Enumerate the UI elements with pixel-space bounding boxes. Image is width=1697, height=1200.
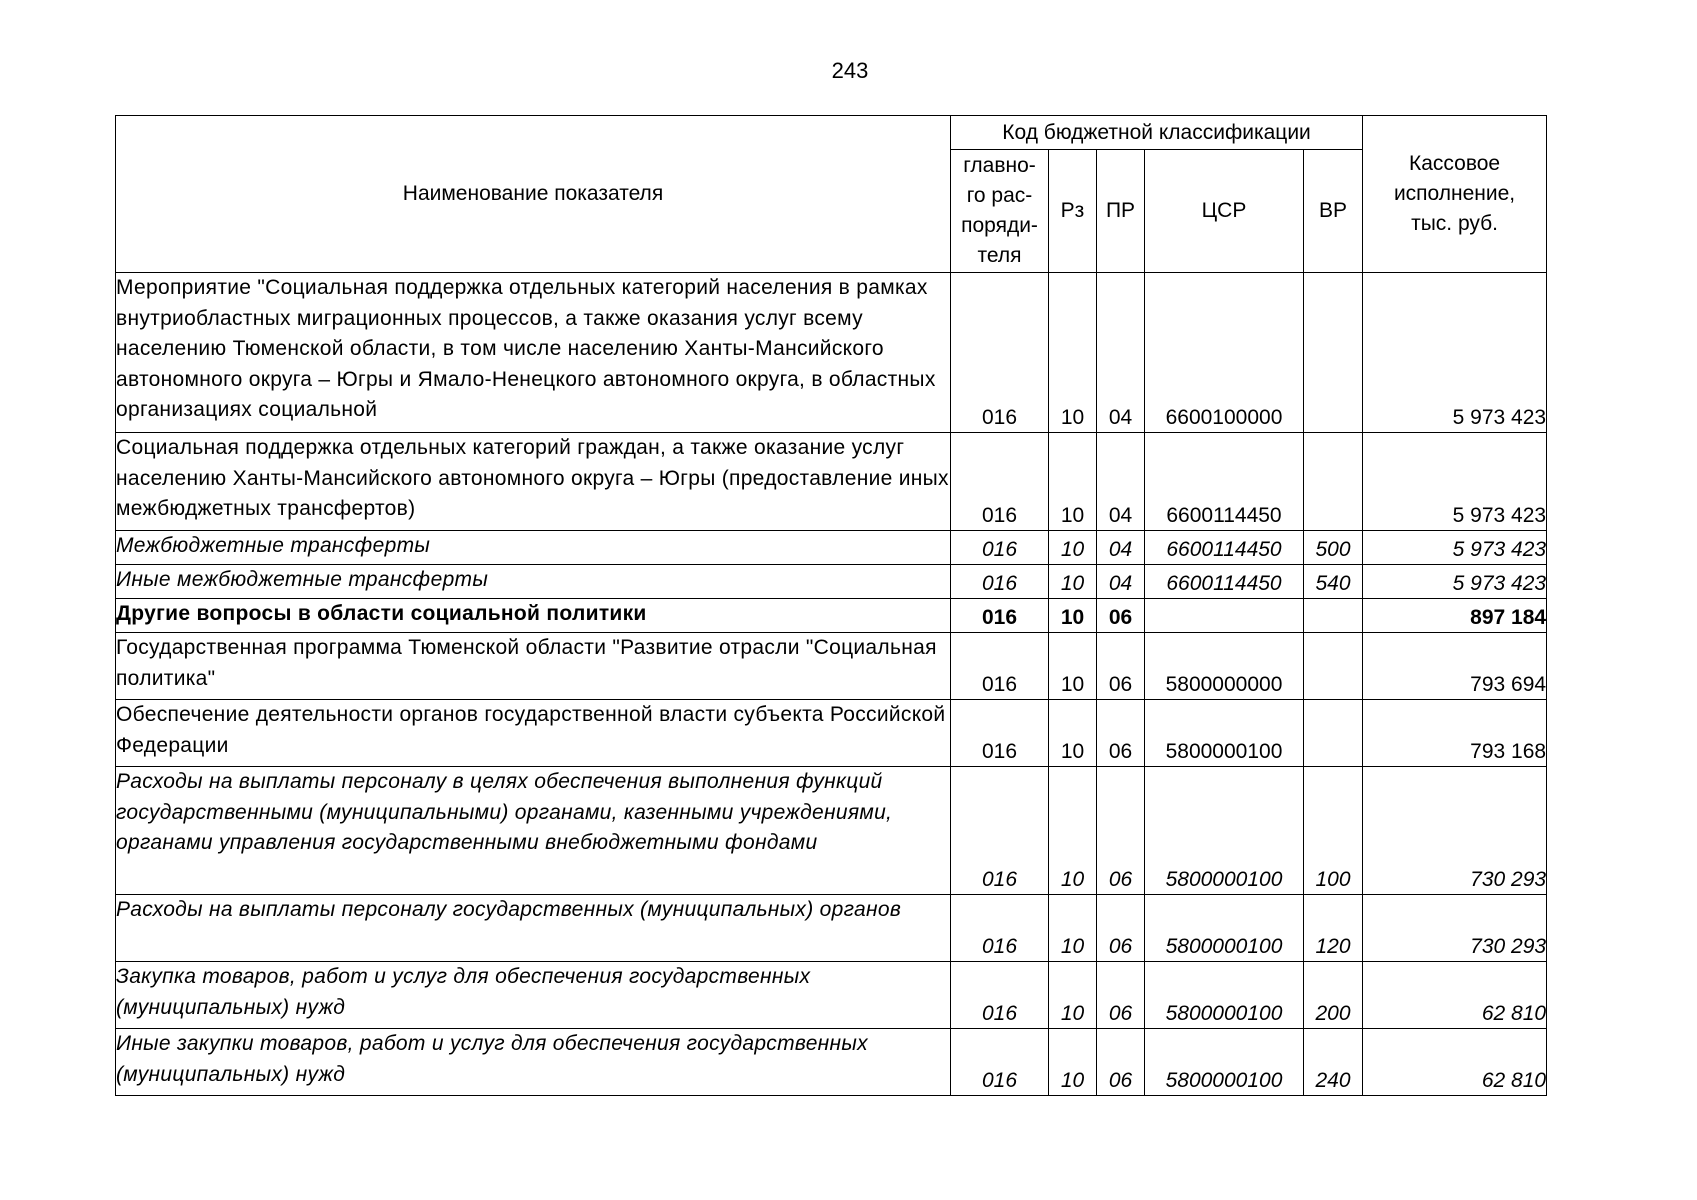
row-vr xyxy=(1304,633,1363,700)
row-gr: 016 xyxy=(951,273,1049,433)
row-vr: 540 xyxy=(1304,565,1363,599)
row-pr: 06 xyxy=(1097,767,1145,895)
table-row xyxy=(116,599,1547,633)
row-rz: 10 xyxy=(1049,895,1097,962)
row-vr xyxy=(1304,700,1363,767)
row-pr: 06 xyxy=(1097,700,1145,767)
header-chief-manager: главно- го рас- поряди- теля xyxy=(951,150,1049,273)
row-csr: 5800000100 xyxy=(1145,962,1304,1029)
table-row xyxy=(116,895,1547,962)
row-gr: 016 xyxy=(951,700,1049,767)
row-gr: 016 xyxy=(951,767,1049,895)
table-row xyxy=(116,700,1547,767)
row-sum: 5 973 423 xyxy=(1363,433,1547,531)
table-row xyxy=(116,633,1547,700)
row-rz: 10 xyxy=(1049,962,1097,1029)
row-pr: 06 xyxy=(1097,895,1145,962)
row-sum: 5 973 423 xyxy=(1363,273,1547,433)
header-rz: Рз xyxy=(1049,150,1097,273)
row-pr: 04 xyxy=(1097,273,1145,433)
row-name: Другие вопросы в области социальной политики xyxy=(116,599,951,633)
row-name: Мероприятие "Социальная поддержка отдельных категорий населения в рамках внутриобластных миграционных процессов, а также оказания услуг всему населению Тюменской области, в том числе населению Ханты-Мансийского автономного округа – Югры и Ямало-Ненецкого автономного округа, в областных организациях социальной xyxy=(116,273,951,433)
table-row xyxy=(116,531,1547,565)
row-csr: 6600114450 xyxy=(1145,565,1304,599)
table-row xyxy=(116,273,1547,433)
row-sum: 5 973 423 xyxy=(1363,565,1547,599)
header-cash-execution: Кассовое исполнение, тыс. руб. xyxy=(1363,116,1547,273)
row-pr: 06 xyxy=(1097,633,1145,700)
row-csr: 5800000000 xyxy=(1145,633,1304,700)
row-name: Закупка товаров, работ и услуг для обеспечения государственных (муниципальных) нужд xyxy=(116,962,951,1029)
row-sum: 730 293 xyxy=(1363,767,1547,895)
row-name: Расходы на выплаты персоналу в целях обеспечения выполнения функций государственными (муниципальными) органами, казенными учреждениями, органами управления государственными внебюджетными фондами xyxy=(116,767,951,895)
row-vr: 100 xyxy=(1304,767,1363,895)
row-gr: 016 xyxy=(951,433,1049,531)
row-sum: 62 810 xyxy=(1363,962,1547,1029)
row-vr xyxy=(1304,273,1363,433)
header-budget-classification-code: Код бюджетной классификации xyxy=(951,116,1363,150)
row-csr xyxy=(1145,599,1304,633)
row-vr: 200 xyxy=(1304,962,1363,1029)
row-csr: 6600114450 xyxy=(1145,433,1304,531)
row-rz: 10 xyxy=(1049,700,1097,767)
table-row xyxy=(116,565,1547,599)
row-pr: 06 xyxy=(1097,962,1145,1029)
header-pr: ПР xyxy=(1097,150,1145,273)
row-gr: 016 xyxy=(951,599,1049,633)
row-vr: 240 xyxy=(1304,1029,1363,1096)
row-csr: 5800000100 xyxy=(1145,700,1304,767)
row-rz: 10 xyxy=(1049,433,1097,531)
row-pr: 06 xyxy=(1097,1029,1145,1096)
row-sum: 62 810 xyxy=(1363,1029,1547,1096)
row-rz: 10 xyxy=(1049,1029,1097,1096)
row-name: Государственная программа Тюменской области "Развитие отрасли "Социальная политика" xyxy=(116,633,951,700)
table-row xyxy=(116,767,1547,895)
row-csr: 5800000100 xyxy=(1145,895,1304,962)
row-gr: 016 xyxy=(951,565,1049,599)
page-number: 243 xyxy=(831,58,869,83)
row-name: Расходы на выплаты персоналу государственных (муниципальных) органов xyxy=(116,895,951,962)
row-gr: 016 xyxy=(951,633,1049,700)
row-sum: 5 973 423 xyxy=(1363,531,1547,565)
row-name: Иные межбюджетные трансферты xyxy=(116,565,951,599)
row-csr: 5800000100 xyxy=(1145,767,1304,895)
row-sum: 793 694 xyxy=(1363,633,1547,700)
row-csr: 6600114450 xyxy=(1145,531,1304,565)
budget-execution-table xyxy=(115,115,1547,1096)
row-sum: 793 168 xyxy=(1363,700,1547,767)
row-rz: 10 xyxy=(1049,565,1097,599)
row-csr: 6600100000 xyxy=(1145,273,1304,433)
row-gr: 016 xyxy=(951,531,1049,565)
row-pr: 04 xyxy=(1097,531,1145,565)
row-name: Иные закупки товаров, работ и услуг для обеспечения государственных (муниципальных) нужд xyxy=(116,1029,951,1096)
table-row xyxy=(116,962,1547,1029)
row-pr: 06 xyxy=(1097,599,1145,633)
row-vr xyxy=(1304,599,1363,633)
row-vr xyxy=(1304,433,1363,531)
row-sum: 897 184 xyxy=(1363,599,1547,633)
row-vr: 500 xyxy=(1304,531,1363,565)
row-rz: 10 xyxy=(1049,273,1097,433)
header-indicator-name: Наименование показателя xyxy=(116,116,951,273)
row-rz: 10 xyxy=(1049,633,1097,700)
row-pr: 04 xyxy=(1097,433,1145,531)
row-rz: 10 xyxy=(1049,767,1097,895)
row-gr: 016 xyxy=(951,1029,1049,1096)
row-name: Социальная поддержка отдельных категорий граждан, а также оказание услуг населению Ханты-Мансийского автономного округа – Югры (предоставление иных межбюджетных трансфертов) xyxy=(116,433,951,531)
table-row xyxy=(116,1029,1547,1096)
row-rz: 10 xyxy=(1049,531,1097,565)
row-gr: 016 xyxy=(951,962,1049,1029)
row-sum: 730 293 xyxy=(1363,895,1547,962)
header-csr: ЦСР xyxy=(1145,150,1304,273)
row-csr: 5800000100 xyxy=(1145,1029,1304,1096)
row-vr: 120 xyxy=(1304,895,1363,962)
row-gr: 016 xyxy=(951,895,1049,962)
row-pr: 04 xyxy=(1097,565,1145,599)
row-name: Обеспечение деятельности органов государственной власти субъекта Российской Федерации xyxy=(116,700,951,767)
row-rz: 10 xyxy=(1049,599,1097,633)
table-row xyxy=(116,433,1547,531)
row-name: Межбюджетные трансферты xyxy=(116,531,951,565)
header-vr: ВР xyxy=(1304,150,1363,273)
